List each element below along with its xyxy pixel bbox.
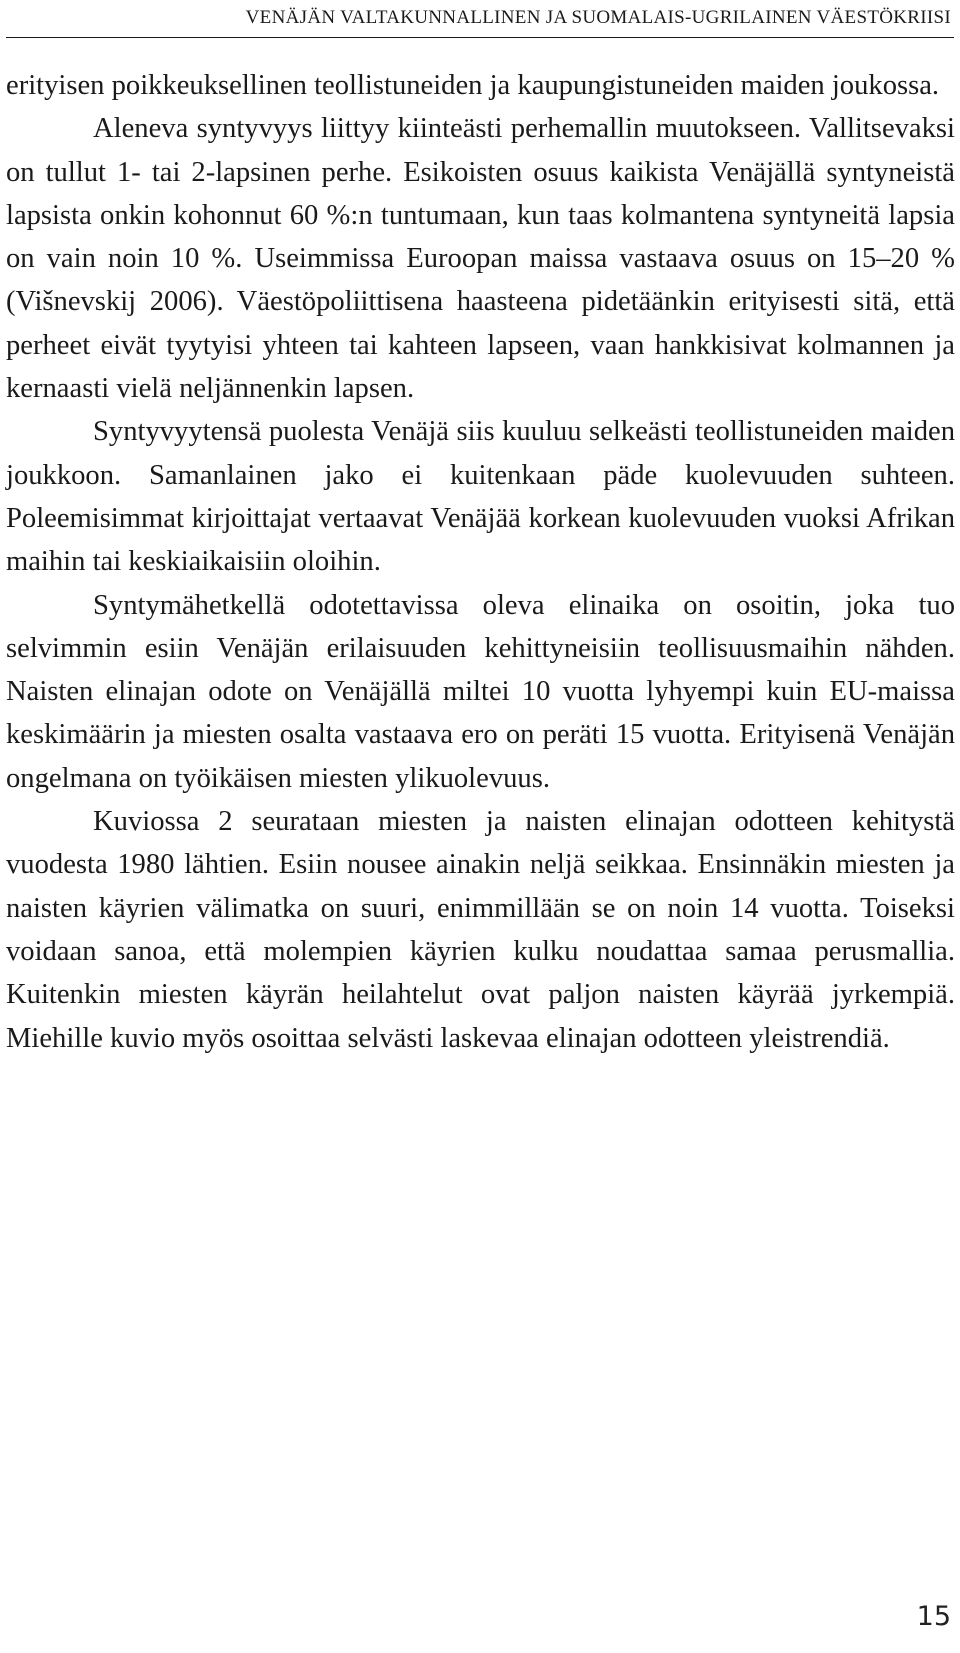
paragraph-3: Syntyvyytensä puolesta Venäjä siis kuuluu selkeästi teollistuneiden maiden joukkoon. Samanlainen jako ei kuitenkaan päde kuolevuuden suhteen. Poleemisimmat kirjoittajat vertaavat Venäjää korkean kuolevuuden vuoksi Afrikan maihin tai keskiaikaisiin oloihin.	[6, 416, 955, 578]
body-text	[6, 64, 955, 1060]
paragraph-2: Aleneva syntyvyys liittyy kiinteästi perhemallin muutokseen. Vallitsevaksi on tullut 1- tai 2-lapsinen perhe. Esikoisten osuus kaikista Venäjällä syntyneistä lapsista onkin kohonnut 60 %:n tuntumaan, kun taas kolmantena syntyneitä lapsia on vain noin 10 %. Useimmissa Euroopan maissa vastaava osuus on 15–20 % (Višnevskij 2006). Väestöpoliittisena haasteena pidetäänkin erityisesti sitä, että perheet eivät tyytyisi yhteen tai kahteen lapseen, vaan hankkisivat kolmannen ja kernaasti vielä neljännenkin lapsen.	[6, 113, 955, 405]
paragraph-5: Kuviossa 2 seurataan miesten ja naisten elinajan odotteen kehitystä vuodesta 1980 lähtien. Esiin nousee ainakin neljä seikkaa. Ensinnäkin miesten ja naisten käyrien välimatka on suuri, enimmillään se on noin 14 vuotta. Toiseksi voidaan sanoa, että molempien käyrien kulku noudattaa samaa perusmallia. Kuitenkin miesten käyrän heilahtelut ovat paljon naisten käyrää jyrkempiä. Miehille kuvio myös osoittaa selvästi laskevaa elinajan odotteen yleistrendiä.	[6, 806, 955, 1054]
paragraph-1: erityisen poikkeuksellinen teollistuneiden ja kaupungistuneiden maiden joukossa.	[6, 70, 940, 101]
paragraph-4: Syntymähetkellä odotettavissa oleva elinaika on osoitin, joka tuo selvimmin esiin Venäjän erilaisuuden kehittyneisiin teollisuusmaihin nähden. Naisten elinajan odote on Venäjällä miltei 10 vuotta lyhyempi kuin EU-maissa keskimäärin ja miesten osalta vastaava ero on peräti 15 vuotta. Erityisenä Venäjän ongelmana on työikäisen miesten ylikuolevuus.	[6, 589, 955, 794]
page-number: 15	[916, 1601, 951, 1632]
running-header: VENÄJÄN VALTAKUNNALLINEN JA SUOMALAIS-UGRILAINEN VÄESTÖKRIISI	[245, 7, 951, 28]
header-divider	[6, 37, 954, 38]
